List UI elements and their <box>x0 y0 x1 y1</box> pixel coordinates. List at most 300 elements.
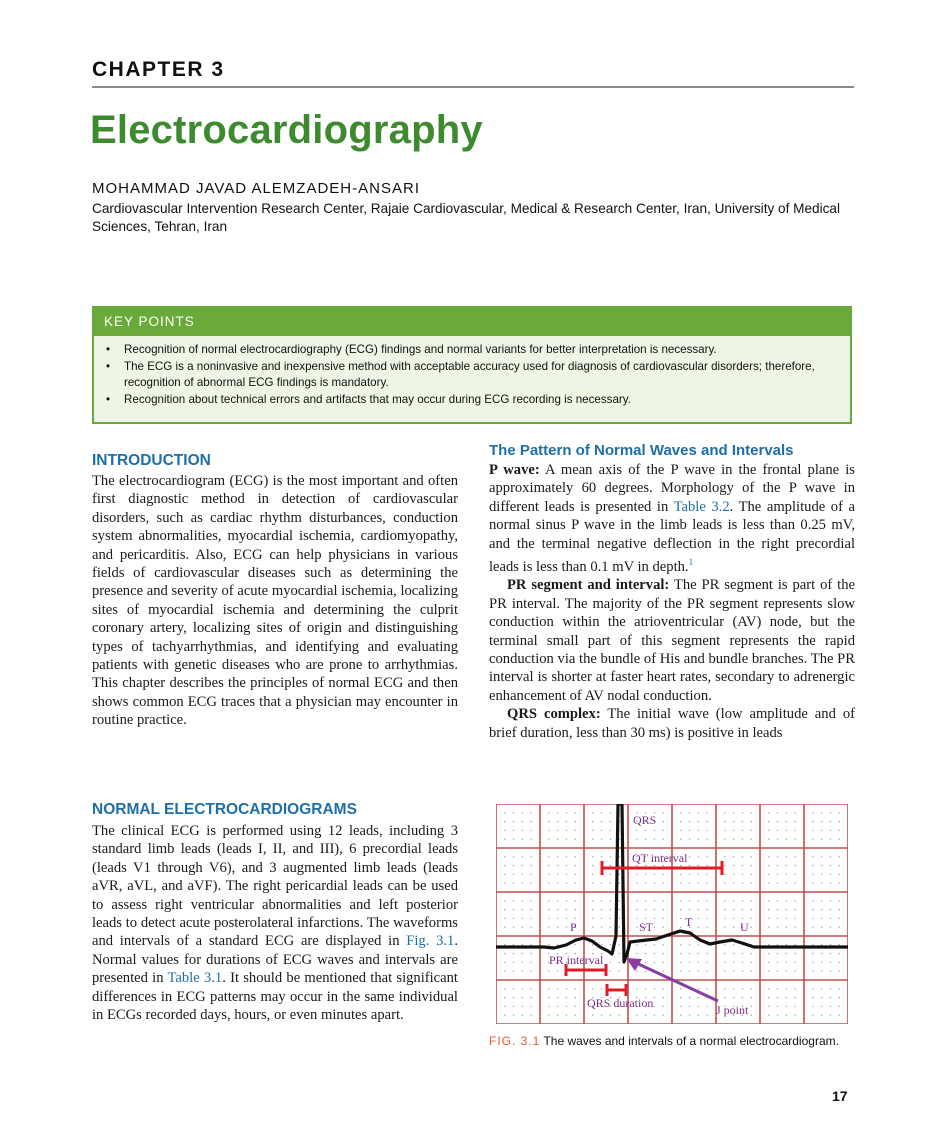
grid-dot <box>724 997 725 998</box>
grid-dot <box>733 953 734 954</box>
grid-dot <box>768 839 769 840</box>
author-affiliation: Cardiovascular Intervention Research Center, Rajaie Cardiovascular, Medical & Research Center, Iran, University of Medical Sciences, Tehran, Iran <box>92 201 840 234</box>
grid-dot <box>839 953 840 954</box>
grid-dot <box>698 997 699 998</box>
grid-dot <box>610 865 611 866</box>
grid-dot <box>575 812 576 813</box>
grid-dot <box>733 874 734 875</box>
normal-ecg-heading: NORMAL ELECTROCARDIOGRAMS <box>92 801 357 818</box>
grid-dot <box>698 821 699 822</box>
grid-dot <box>768 821 769 822</box>
grid-dot <box>636 830 637 831</box>
grid-dot <box>592 944 593 945</box>
grid-dot <box>768 812 769 813</box>
grid-dot <box>777 883 778 884</box>
grid-dot <box>733 971 734 972</box>
grid-dot <box>724 918 725 919</box>
grid-dot <box>777 821 778 822</box>
grid-dot <box>830 953 831 954</box>
grid-dot <box>830 944 831 945</box>
grid-dot <box>575 1015 576 1016</box>
table-link[interactable]: Table 3.1 <box>167 970 223 987</box>
grid-dot <box>504 821 505 822</box>
grid-dot <box>768 900 769 901</box>
grid-dot <box>619 962 620 963</box>
grid-dot <box>619 1015 620 1016</box>
grid-dot <box>768 997 769 998</box>
grid-dot <box>812 883 813 884</box>
grid-dot <box>698 839 699 840</box>
grid-dot <box>663 944 664 945</box>
grid-dot <box>548 988 549 989</box>
bullet-icon: • <box>106 359 111 373</box>
grid-dot <box>689 821 690 822</box>
grid-dot <box>636 953 637 954</box>
grid-dot <box>680 988 681 989</box>
grid-dot <box>548 944 549 945</box>
grid-dot <box>751 918 752 919</box>
grid-dot <box>654 883 655 884</box>
grid-dot <box>504 944 505 945</box>
grid-dot <box>654 997 655 998</box>
grid-dot <box>795 812 796 813</box>
grid-dot <box>531 874 532 875</box>
p-wave-label: P <box>570 920 577 934</box>
grid-dot <box>768 865 769 866</box>
grid-dot <box>531 971 532 972</box>
grid-dot <box>610 821 611 822</box>
grid-dot <box>795 1006 796 1007</box>
grid-dot <box>724 944 725 945</box>
grid-dot <box>839 927 840 928</box>
grid-dot <box>566 874 567 875</box>
grid-dot <box>645 971 646 972</box>
grid-dot <box>830 997 831 998</box>
grid-dot <box>601 988 602 989</box>
grid-dot <box>619 883 620 884</box>
grid-dot <box>592 918 593 919</box>
grid-dot <box>522 856 523 857</box>
grid-dot <box>513 953 514 954</box>
grid-dot <box>522 812 523 813</box>
grid-dot <box>768 830 769 831</box>
grid-dot <box>698 883 699 884</box>
figure-link[interactable]: Fig. 3.1 <box>406 933 455 950</box>
grid-dot <box>821 856 822 857</box>
grid-dot <box>786 856 787 857</box>
key-point-item <box>106 359 840 392</box>
grid-dot <box>531 927 532 928</box>
grid-dot <box>839 856 840 857</box>
grid-dot <box>636 1015 637 1016</box>
grid-dot <box>513 865 514 866</box>
grid-dot <box>531 812 532 813</box>
grid-dot <box>592 900 593 901</box>
normal-ecg-text: . Normal values for durations of ECG waves and intervals are presented in <box>92 933 458 987</box>
grid-dot <box>821 1006 822 1007</box>
grid-dot <box>654 1015 655 1016</box>
grid-dot <box>557 909 558 910</box>
grid-dot <box>522 909 523 910</box>
grid-dot <box>812 856 813 857</box>
grid-dot <box>513 971 514 972</box>
grid-dot <box>742 909 743 910</box>
grid-dot <box>513 883 514 884</box>
grid-dot <box>689 1015 690 1016</box>
grid-dot <box>610 1015 611 1016</box>
bullet-icon: • <box>106 343 111 356</box>
grid-dot <box>504 962 505 963</box>
grid-dot <box>522 874 523 875</box>
grid-dot <box>548 1006 549 1007</box>
grid-dot <box>531 962 532 963</box>
grid-dot <box>592 839 593 840</box>
grid-dot <box>619 953 620 954</box>
grid-dot <box>795 944 796 945</box>
grid-dot <box>830 821 831 822</box>
grid-dot <box>680 1006 681 1007</box>
author-name: MOHAMMAD JAVAD ALEMZADEH-ANSARI <box>92 180 420 197</box>
grid-dot <box>592 830 593 831</box>
grid-dot <box>733 997 734 998</box>
grid-dot <box>610 812 611 813</box>
grid-dot <box>830 856 831 857</box>
grid-dot <box>654 988 655 989</box>
grid-dot <box>557 883 558 884</box>
grid-dot <box>839 1015 840 1016</box>
grid-dot <box>707 839 708 840</box>
normal-ecg-text: . It should be mentioned that significant differences in ECG patterns may occur in the same individual in ECGs recorded days, hours, or even minutes apart. <box>92 970 458 1024</box>
grid-dot <box>698 856 699 857</box>
grid-dot <box>724 856 725 857</box>
grid-dot <box>531 865 532 866</box>
grid-dot <box>795 839 796 840</box>
grid-dot <box>786 909 787 910</box>
grid-dot <box>522 865 523 866</box>
grid-dot <box>566 812 567 813</box>
grid-dot <box>663 1006 664 1007</box>
grid-dot <box>531 856 532 857</box>
grid-dot <box>522 883 523 884</box>
grid-dot <box>707 865 708 866</box>
grid-dot <box>751 988 752 989</box>
grid-dot <box>513 830 514 831</box>
grid-dot <box>777 944 778 945</box>
grid-dot <box>645 883 646 884</box>
p-wave-text: . The amplitude of a normal sinus P wave in the limb leads is less than 0.25 mV, and the terminal negative deflection in the right precordial leads is less than 0.1 mV in depth. <box>489 498 855 575</box>
grid-dot <box>707 830 708 831</box>
pattern-body <box>489 461 855 742</box>
key-point-text: Recognition of normal electrocardiography (ECG) findings and normal variants for better interpretation is necessary. <box>124 343 717 356</box>
grid-dot <box>830 830 831 831</box>
grid-dot <box>795 1015 796 1016</box>
grid-dot <box>768 1006 769 1007</box>
grid-dot <box>839 971 840 972</box>
grid-dot <box>513 944 514 945</box>
grid-dot <box>707 962 708 963</box>
grid-dot <box>592 988 593 989</box>
grid-dot <box>733 812 734 813</box>
grid-dot <box>548 971 549 972</box>
grid-dot <box>812 1015 813 1016</box>
grid-dot <box>830 909 831 910</box>
grid-dot <box>645 962 646 963</box>
grid-dot <box>654 962 655 963</box>
grid-dot <box>654 944 655 945</box>
p-wave-paragraph <box>489 461 855 576</box>
grid-dot <box>777 874 778 875</box>
pr-label: PR segment and interval: <box>507 577 670 594</box>
grid-dot <box>566 1006 567 1007</box>
grid-dot <box>733 883 734 884</box>
grid-dot <box>812 909 813 910</box>
grid-dot <box>707 909 708 910</box>
ecg-figure <box>496 804 848 1024</box>
grid-dot <box>707 874 708 875</box>
grid-dot <box>522 988 523 989</box>
grid-dot <box>566 830 567 831</box>
grid-dot <box>663 971 664 972</box>
grid-dot <box>689 900 690 901</box>
grid-dot <box>513 839 514 840</box>
grid-dot <box>830 874 831 875</box>
grid-dot <box>645 900 646 901</box>
grid-dot <box>680 874 681 875</box>
grid-dot <box>636 927 637 928</box>
grid-dot <box>812 971 813 972</box>
grid-dot <box>751 830 752 831</box>
pr-text: The PR segment is part of the PR interval. The majority of the PR segment represents slow conduction within the atrioventricular (AV) node, but the terminal small part of this segment represents the rapid conduction via the bundle of His and bundle branches. The PR interval is shorter at faster heart rates, secondary to adrenergic enhancement of AV nodal conduction. <box>489 577 855 704</box>
grid-dot <box>575 839 576 840</box>
grid-dot <box>768 883 769 884</box>
grid-dot <box>522 953 523 954</box>
grid-dot <box>698 944 699 945</box>
grid-dot <box>795 821 796 822</box>
grid-dot <box>707 856 708 857</box>
grid-dot <box>839 865 840 866</box>
grid-dot <box>707 900 708 901</box>
grid-dot <box>707 1006 708 1007</box>
reference-marker[interactable]: 1 <box>688 557 694 568</box>
j-point-label: J point <box>716 1003 749 1017</box>
grid-dot <box>777 997 778 998</box>
grid-dot <box>636 874 637 875</box>
grid-dot <box>548 883 549 884</box>
grid-dot <box>777 865 778 866</box>
grid-dot <box>724 909 725 910</box>
grid-dot <box>601 900 602 901</box>
grid-dot <box>592 874 593 875</box>
grid-dot <box>742 997 743 998</box>
grid-dot <box>663 909 664 910</box>
grid-dot <box>645 865 646 866</box>
grid-dot <box>680 997 681 998</box>
grid-dot <box>689 883 690 884</box>
grid-dot <box>513 1006 514 1007</box>
grid-dot <box>575 821 576 822</box>
grid-dot <box>839 874 840 875</box>
grid-dot <box>777 1006 778 1007</box>
grid-dot <box>654 1006 655 1007</box>
grid-dot <box>513 821 514 822</box>
grid-dot <box>619 900 620 901</box>
grid-dot <box>663 997 664 998</box>
grid-dot <box>522 830 523 831</box>
grid-dot <box>839 812 840 813</box>
grid-dot <box>812 830 813 831</box>
grid-dot <box>548 874 549 875</box>
grid-dot <box>830 1006 831 1007</box>
grid-dot <box>680 918 681 919</box>
grid-dot <box>821 830 822 831</box>
grid-dot <box>733 918 734 919</box>
grid-dot <box>645 944 646 945</box>
grid-dot <box>795 988 796 989</box>
grid-dot <box>830 812 831 813</box>
grid-dot <box>742 971 743 972</box>
grid-dot <box>698 962 699 963</box>
grid-dot <box>777 988 778 989</box>
grid-dot <box>751 856 752 857</box>
qrs-label: QRS complex: <box>507 706 601 723</box>
grid-dot <box>575 918 576 919</box>
grid-dot <box>557 865 558 866</box>
grid-dot <box>680 971 681 972</box>
grid-dot <box>795 830 796 831</box>
grid-dot <box>575 865 576 866</box>
grid-dot <box>821 997 822 998</box>
grid-dot <box>601 883 602 884</box>
qrs-label: QRS <box>633 813 657 827</box>
grid-dot <box>733 830 734 831</box>
grid-dot <box>531 909 532 910</box>
grid-dot <box>830 962 831 963</box>
grid-dot <box>663 839 664 840</box>
grid-dot <box>786 918 787 919</box>
grid-dot <box>698 909 699 910</box>
grid-dot <box>513 918 514 919</box>
grid-dot <box>786 971 787 972</box>
grid-dot <box>795 953 796 954</box>
grid-dot <box>575 1006 576 1007</box>
bullet-icon: • <box>106 392 111 406</box>
grid-dot <box>645 988 646 989</box>
grid-dot <box>522 821 523 822</box>
grid-dot <box>566 856 567 857</box>
qrs-text: The initial wave (low amplitude and of brief duration, less than 30 ms) is positive in leads <box>489 706 855 741</box>
grid-dot <box>698 953 699 954</box>
grid-dot <box>742 874 743 875</box>
grid-dot <box>601 830 602 831</box>
grid-dot <box>751 971 752 972</box>
grid-dot <box>601 821 602 822</box>
grid-dot <box>680 1015 681 1016</box>
grid-dot <box>724 874 725 875</box>
grid-dot <box>830 971 831 972</box>
grid-dot <box>636 971 637 972</box>
grid-dot <box>777 812 778 813</box>
grid-dot <box>680 900 681 901</box>
grid-dot <box>654 839 655 840</box>
grid-dot <box>812 874 813 875</box>
grid-dot <box>531 953 532 954</box>
grid-dot <box>548 918 549 919</box>
grid-dot <box>839 900 840 901</box>
grid-dot <box>636 909 637 910</box>
grid-dot <box>654 900 655 901</box>
key-point-text: The ECG is a noninvasive and inexpensive method with acceptable accuracy used for diagnosis of cardiovascular disorders; therefore, recognition of abnormal ECG findings is mandatory. <box>124 359 815 389</box>
grid-dot <box>548 812 549 813</box>
grid-dot <box>733 962 734 963</box>
grid-dot <box>751 821 752 822</box>
grid-dot <box>610 839 611 840</box>
grid-dot <box>733 927 734 928</box>
grid-dot <box>557 997 558 998</box>
grid-dot <box>531 839 532 840</box>
grid-dot <box>575 830 576 831</box>
grid-dot <box>522 997 523 998</box>
introduction-paragraph: The electrocardiogram (ECG) is the most important and often first diagnostic method in detection of cardiovascular disorders, such as cardiac rhythm disturbances, conduction system abnormalities, myocardial ischemia, cardiomyopathy, and pericarditis. Also, ECG can help physicians in various fields of cardiovascular diseases such as determining the presence and severity of acute myocardial ischemia, localizing sites of myocardial ischemia and determining the culprit coronary artery, localizing sites of origin and distinguishing types of tachyarrhythmias, and identifying and evaluating patients with genetic diseases who are prone to arrhythmias. This chapter describes the principles of normal ECG and then shows common ECG traces that a physician may encounter in routine practice. <box>92 473 458 729</box>
grid-dot <box>812 839 813 840</box>
grid-dot <box>680 883 681 884</box>
grid-dot <box>777 971 778 972</box>
grid-dot <box>733 909 734 910</box>
grid-dot <box>610 944 611 945</box>
grid-dot <box>724 812 725 813</box>
figure-caption <box>489 1033 854 1049</box>
grid-dot <box>698 812 699 813</box>
grid-dot <box>812 821 813 822</box>
pr-paragraph <box>489 576 855 705</box>
grid-dot <box>548 856 549 857</box>
grid-dot <box>575 900 576 901</box>
grid-dot <box>566 909 567 910</box>
grid-dot <box>610 927 611 928</box>
grid-dot <box>645 830 646 831</box>
grid-dot <box>575 944 576 945</box>
grid-dot <box>698 865 699 866</box>
grid-dot <box>522 839 523 840</box>
grid-dot <box>663 830 664 831</box>
grid-dot <box>768 953 769 954</box>
grid-dot <box>522 1006 523 1007</box>
grid-dot <box>575 883 576 884</box>
grid-dot <box>566 1015 567 1016</box>
grid-dot <box>548 997 549 998</box>
grid-dot <box>566 927 567 928</box>
grid-dot <box>557 812 558 813</box>
grid-dot <box>724 830 725 831</box>
figure-caption-label: FIG. 3.1 <box>489 1034 541 1048</box>
grid-dot <box>795 971 796 972</box>
grid-dot <box>768 927 769 928</box>
grid-dot <box>636 944 637 945</box>
grid-dot <box>777 909 778 910</box>
grid-dot <box>821 962 822 963</box>
grid-dot <box>821 988 822 989</box>
grid-dot <box>724 821 725 822</box>
grid-dot <box>663 953 664 954</box>
grid-dot <box>610 874 611 875</box>
table-link[interactable]: Table 3.2 <box>673 498 730 515</box>
grid-dot <box>663 812 664 813</box>
grid-dot <box>557 927 558 928</box>
grid-dot <box>548 927 549 928</box>
grid-dot <box>557 1015 558 1016</box>
grid-dot <box>610 909 611 910</box>
grid-dot <box>531 830 532 831</box>
grid-dot <box>663 874 664 875</box>
